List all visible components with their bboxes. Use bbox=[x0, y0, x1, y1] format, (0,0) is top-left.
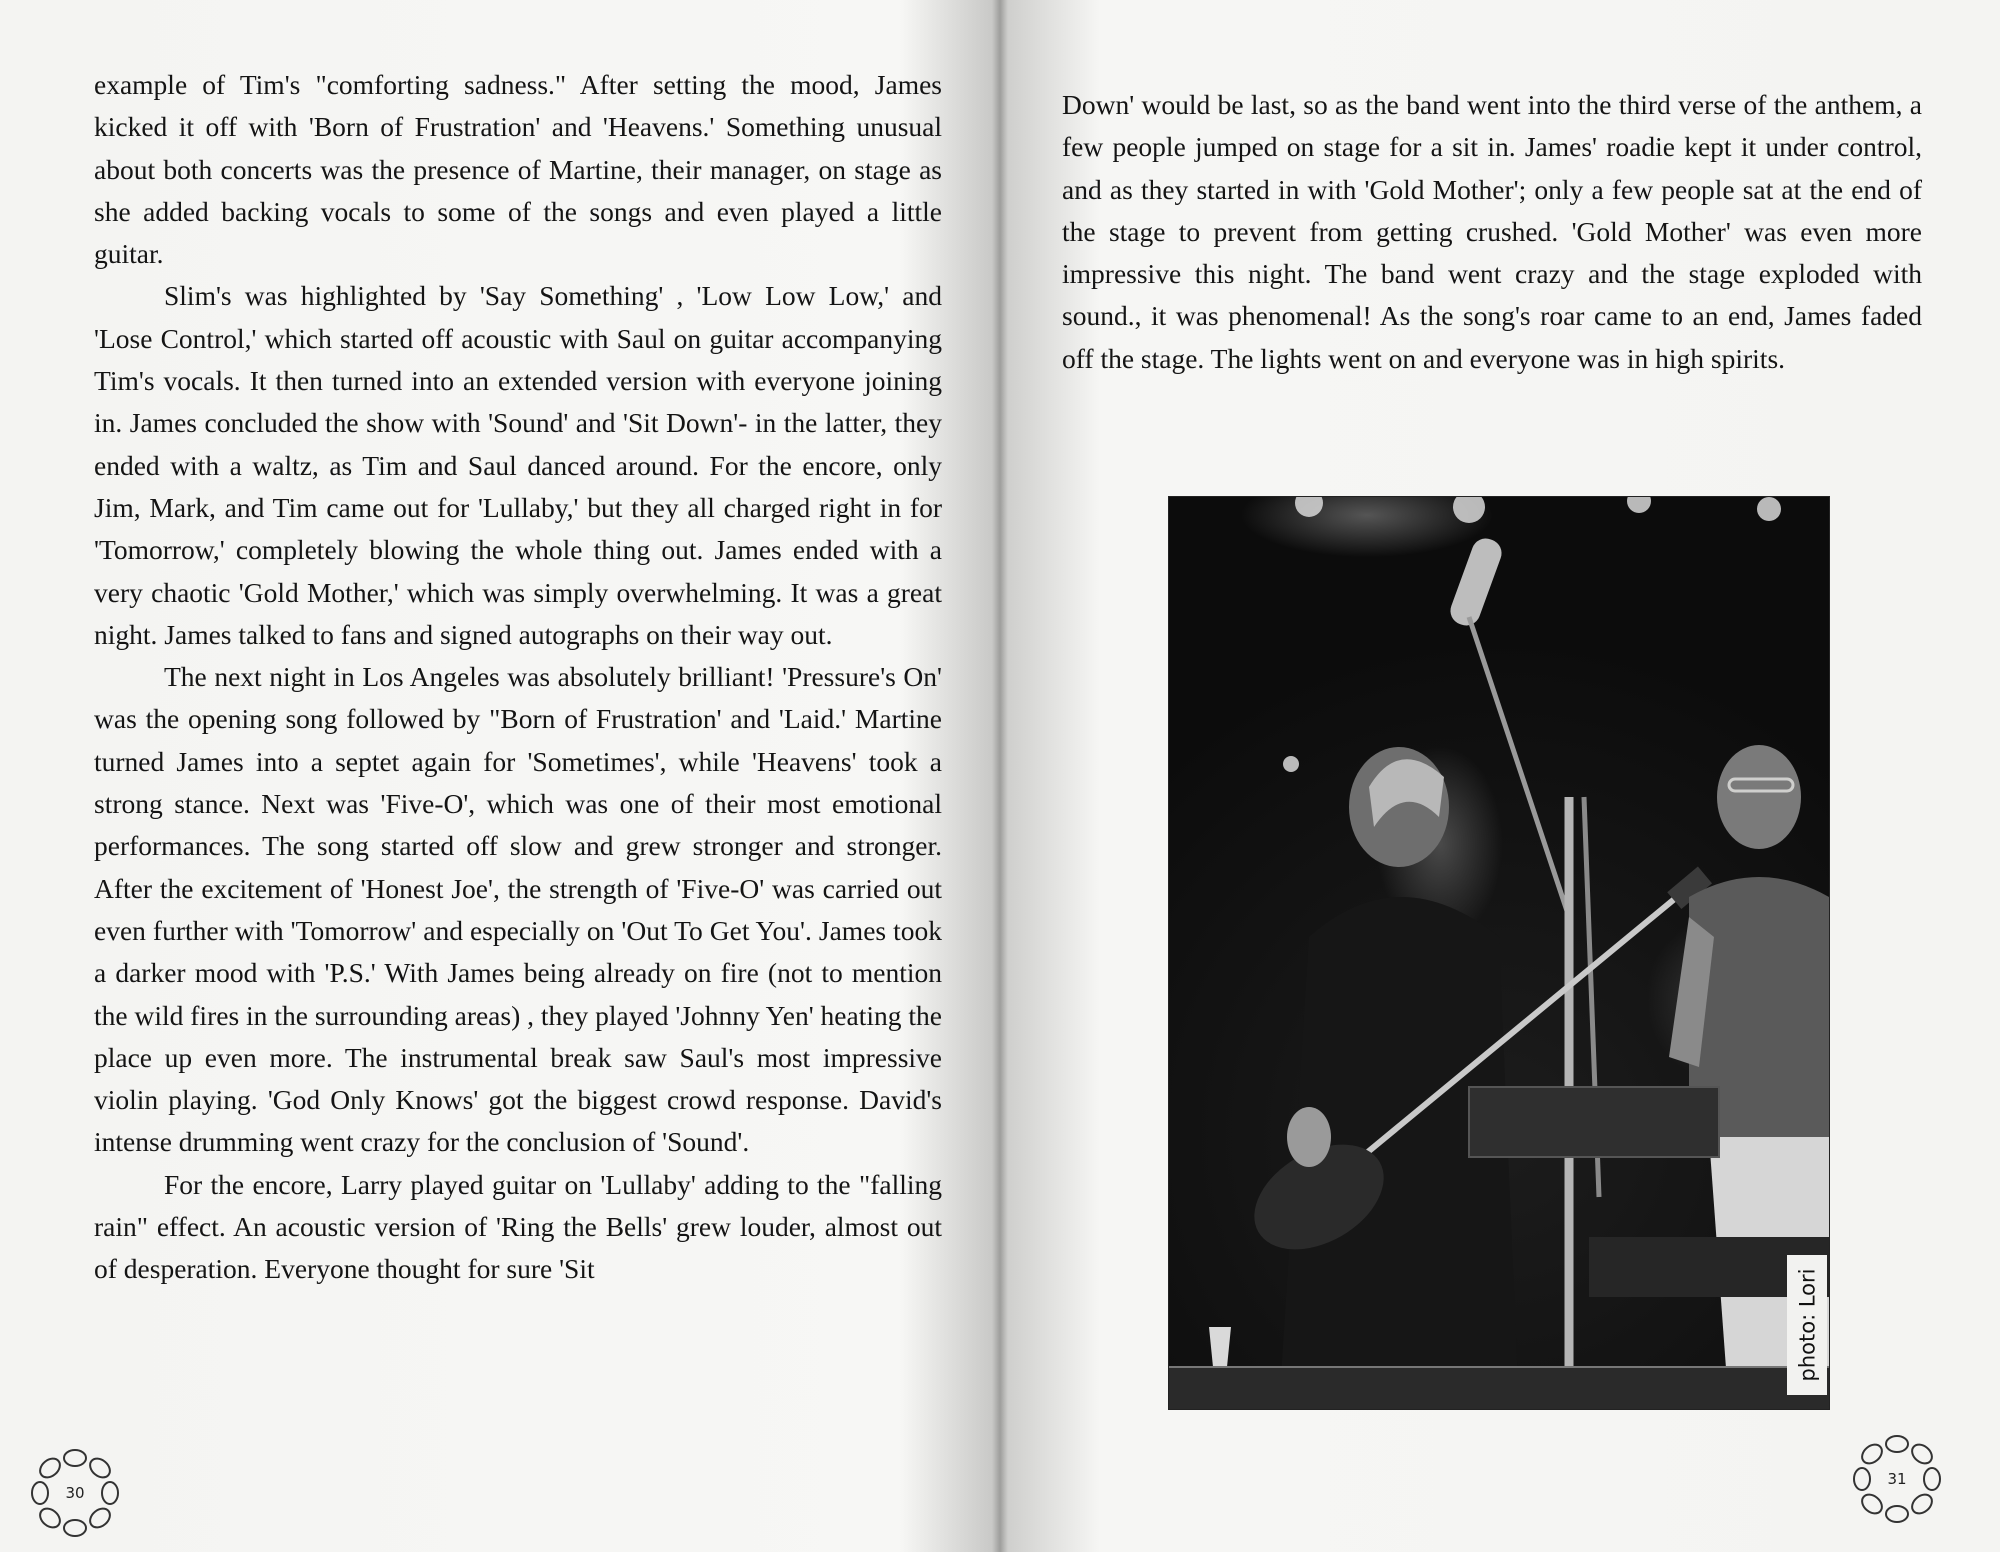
paragraph: Slim's was highlighted by 'Say Something' , 'Low Low Low,' and 'Lose Control,' which started off acoustic with Saul on guitar accompanying Tim's vocals. It then turned into an extended version with everyone joining in. James concluded the show with 'Sound' and 'Sit Down'- in the latter, they ended with a waltz, as Tim and Saul danced around. For the encore, only Jim, Mark, and Tim came out for 'Lullaby,' but they all charged right in for 'Tomorrow,' completely blowing the whole thing out. James ended with a very chaotic 'Gold Mother,' which was simply overwhelming. It was a great night. James talked to fans and signed autographs on their way out. bbox=[94, 280, 942, 650]
right-page-text bbox=[1062, 84, 1922, 380]
left-page bbox=[0, 0, 996, 1552]
page-number: 31 bbox=[1887, 1470, 1907, 1488]
left-page-text bbox=[94, 64, 942, 1291]
right-page bbox=[1004, 0, 2000, 1552]
paragraph: Down' would be last, so as the band went into the third verse of the anthem, a few people jumped on stage for a sit in. James' roadie kept it under control, and as they started in with 'Gold Mother'; only a few people sat at the end of the stage to prevent from getting crushed. 'Gold Mother' was even more impressive this night. The band went crazy and the stage exploded with sound., it was phenomenal! As the song's roar came to an end, James faded off the stage. The lights went on and everyone was in high spirits. bbox=[1062, 89, 1922, 374]
photo-credit-text: photo: Lori bbox=[1795, 1268, 1819, 1382]
page-number-ornament bbox=[20, 1438, 130, 1548]
paragraph: example of Tim's "comforting sadness." After setting the mood, James kicked it off with 'Born of Frustration' and 'Heavens.' Something unusual about both concerts was the presence of Martine, their manager, on stage as she added backing vocals to some of the songs and even played a little guitar. bbox=[94, 69, 942, 270]
paragraph: For the encore, Larry played guitar on 'Lullaby' adding to the "falling rain" effect. An acoustic version of 'Ring the Bells' grew louder, almost out of desperation. Everyone thought for sure 'Sit bbox=[94, 1168, 942, 1285]
photo-credit bbox=[1787, 1255, 1827, 1395]
page-number-ornament bbox=[1842, 1424, 1952, 1534]
page-number: 30 bbox=[65, 1484, 85, 1502]
band-on-stage-illustration bbox=[1169, 497, 1829, 1409]
paragraph: The next night in Los Angeles was absolutely brilliant! 'Pressure's On' was the opening song followed by "Born of Frustration' and 'Laid.' Martine turned James into a septet again for 'Sometimes', while 'Heavens' took a strong stance. Next was 'Five-O', which was one of their most emotional performances. The song started off slow and grew stronger and stronger. After the excitement of 'Honest Joe', the strength of 'Five-O' was carried out even further with 'Tomorrow' and especially on 'Out To Get You'. James took a darker mood with 'P.S.' With James being already on fire (not to mention the wild fires in the surrounding areas) , they played 'Johnny Yen' heating the place up even more. The instrumental break saw Saul's most impressive violin playing. 'God Only Knows' got the biggest crowd response. David's intense drumming went crazy for the conclusion of 'Sound'. bbox=[94, 661, 942, 1158]
concert-photo bbox=[1168, 496, 1830, 1410]
